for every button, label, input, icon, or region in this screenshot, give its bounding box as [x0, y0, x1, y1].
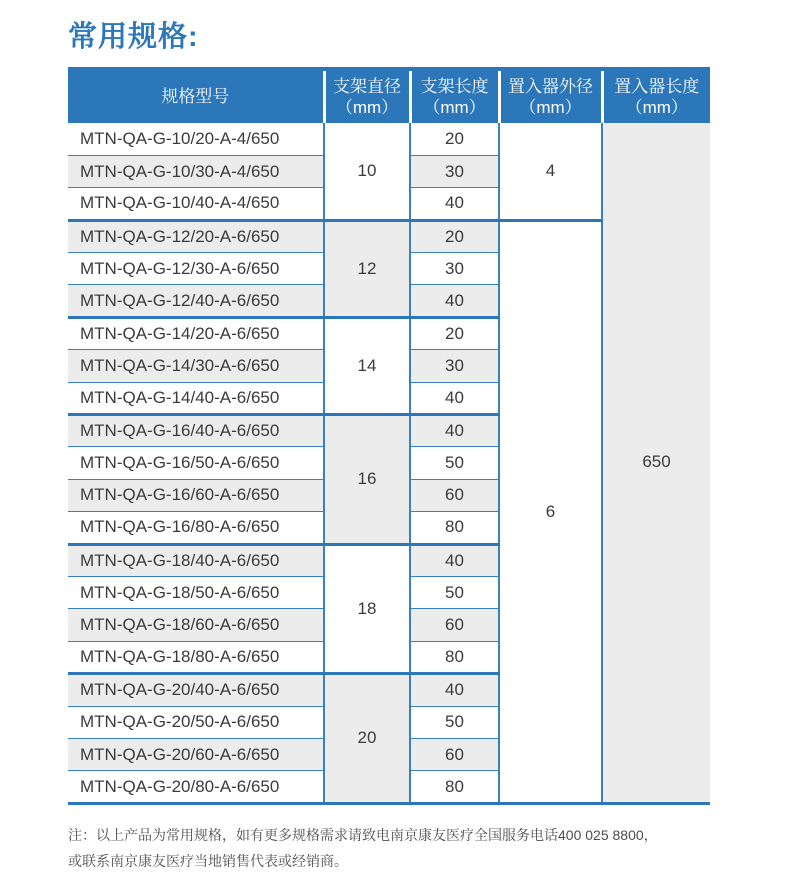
model-cell: MTN-QA-G-18/60-A-6/650	[68, 609, 324, 641]
length-cell: 30	[410, 350, 499, 382]
length-cell: 30	[410, 155, 499, 187]
diameter-cell: 16	[324, 415, 410, 545]
length-cell: 20	[410, 220, 499, 252]
header-label: 置入器长度	[614, 76, 700, 96]
header-cell-stent-length	[410, 69, 499, 123]
model-cell: MTN-QA-G-18/40-A-6/650	[68, 544, 324, 576]
diameter-cell: 12	[324, 220, 410, 317]
model-cell: MTN-QA-G-12/30-A-6/650	[68, 253, 324, 285]
model-cell: MTN-QA-G-20/40-A-6/650	[68, 674, 324, 706]
length-cell: 30	[410, 253, 499, 285]
model-cell: MTN-QA-G-14/40-A-6/650	[68, 382, 324, 414]
footnote-line-2: 或联系南京康友医疗当地销售代表或经销商。	[68, 852, 348, 869]
model-cell: MTN-QA-G-12/20-A-6/650	[68, 220, 324, 252]
header-cell-model	[68, 69, 324, 123]
model-cell: MTN-QA-G-20/50-A-6/650	[68, 706, 324, 738]
table-row	[68, 123, 710, 155]
model-cell: MTN-QA-G-16/60-A-6/650	[68, 479, 324, 511]
header-cell-introducer-outer-diameter	[499, 69, 602, 123]
model-cell: MTN-QA-G-18/50-A-6/650	[68, 576, 324, 608]
length-cell: 80	[410, 771, 499, 803]
length-cell: 40	[410, 544, 499, 576]
model-cell: MTN-QA-G-10/30-A-4/650	[68, 155, 324, 187]
header-cell-introducer-length	[602, 69, 710, 123]
outer-diameter-cell: 6	[499, 220, 602, 803]
header-label: 支架长度	[420, 76, 489, 96]
length-cell: 60	[410, 479, 499, 511]
model-cell: MTN-QA-G-16/80-A-6/650	[68, 512, 324, 544]
model-cell: MTN-QA-G-10/20-A-4/650	[68, 123, 324, 155]
length-cell: 50	[410, 706, 499, 738]
length-cell: 60	[410, 609, 499, 641]
table-body	[68, 123, 710, 803]
page-title: 常用规格:	[68, 21, 199, 53]
header-unit: （mm）	[625, 98, 688, 117]
header-cell-stent-diameter	[324, 69, 410, 123]
model-cell: MTN-QA-G-20/60-A-6/650	[68, 738, 324, 770]
model-cell: MTN-QA-G-14/30-A-6/650	[68, 350, 324, 382]
spec-table	[68, 67, 710, 805]
header-unit: （mm）	[519, 98, 582, 117]
length-cell: 50	[410, 576, 499, 608]
model-cell: MTN-QA-G-16/40-A-6/650	[68, 415, 324, 447]
header-row	[68, 69, 710, 123]
length-cell: 80	[410, 641, 499, 673]
header-unit: （mm）	[423, 98, 486, 117]
outer-diameter-cell: 4	[499, 123, 602, 220]
header-label: 置入器外径	[508, 76, 593, 96]
diameter-cell: 20	[324, 674, 410, 804]
length-cell: 40	[410, 382, 499, 414]
model-cell: MTN-QA-G-10/40-A-4/650	[68, 188, 324, 220]
model-cell: MTN-QA-G-12/40-A-6/650	[68, 285, 324, 317]
model-cell: MTN-QA-G-14/20-A-6/650	[68, 317, 324, 349]
header-unit: （mm）	[335, 98, 399, 117]
table-header	[68, 69, 710, 123]
implant-length-cell: 650	[602, 123, 710, 803]
length-cell: 50	[410, 447, 499, 479]
length-cell: 60	[410, 738, 499, 770]
model-cell: MTN-QA-G-18/80-A-6/650	[68, 641, 324, 673]
diameter-cell: 14	[324, 317, 410, 414]
length-cell: 20	[410, 317, 499, 349]
diameter-cell: 18	[324, 544, 410, 674]
header-label: 规格型号	[161, 87, 230, 107]
length-cell: 40	[410, 285, 499, 317]
model-cell: MTN-QA-G-20/80-A-6/650	[68, 771, 324, 803]
footnote	[68, 822, 710, 874]
length-cell: 80	[410, 512, 499, 544]
length-cell: 40	[410, 674, 499, 706]
footnote-line-1: 注：以上产品为常用规格，如有更多规格需求请致电南京康友医疗全国服务电话400 025 8800，	[68, 826, 658, 843]
model-cell: MTN-QA-G-16/50-A-6/650	[68, 447, 324, 479]
diameter-cell: 10	[324, 123, 410, 220]
length-cell: 40	[410, 188, 499, 220]
length-cell: 40	[410, 415, 499, 447]
length-cell: 20	[410, 123, 499, 155]
header-label: 支架直径	[333, 76, 401, 96]
